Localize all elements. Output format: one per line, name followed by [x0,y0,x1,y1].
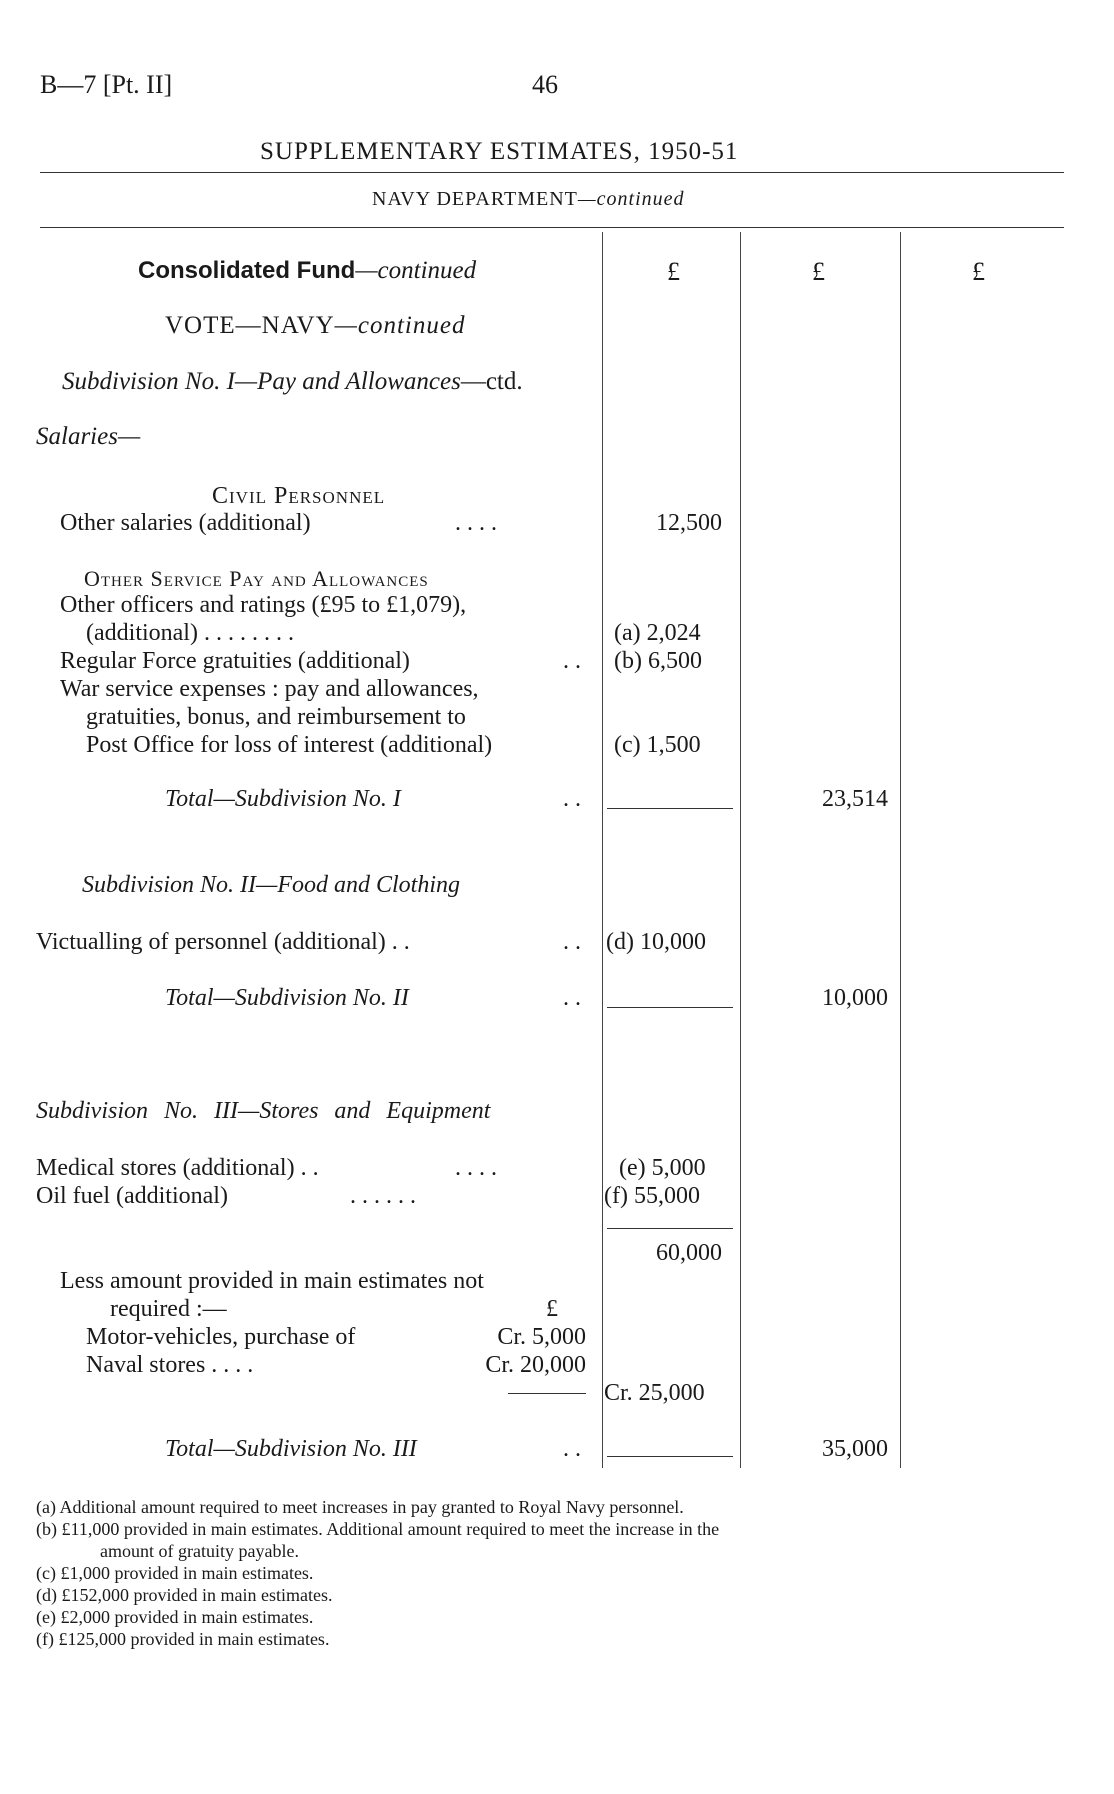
victualling-amount: (d) 10,000 [606,929,706,955]
fund-heading: Consolidated Fund—continued [138,257,477,284]
total-subdivision-2-label: Total—Subdivision No. II [165,985,409,1011]
subdivision-2-heading: Subdivision No. II—Food and Clothing [82,872,460,898]
medical-stores-amount: (e) 5,000 [619,1155,706,1181]
gratuities-dots: . . [563,648,581,674]
less-total-amount: Cr. 25,000 [604,1380,705,1406]
other-service-heading: Other Service Pay and Allowances [84,566,429,591]
other-salaries-dots: . . . . [455,510,497,536]
oil-fuel-dots: . . . . . . [350,1183,416,1209]
total-subdivision-3-label: Total—Subdivision No. III [165,1436,417,1462]
victualling-dots: . . [563,929,581,955]
motor-vehicles-label: Motor-vehicles, purchase of [86,1324,356,1350]
gratuities-label: Regular Force gratuities (additional) [60,648,410,674]
department-rule [40,227,1064,228]
footnote-e: (e) £2,000 provided in main estimates. [36,1607,314,1627]
total-subdivision-1-amount: 23,514 [822,786,888,812]
medical-stores-label: Medical stores (additional) . . [36,1155,319,1181]
victualling-label: Victualling of personnel (additional) . . [36,929,410,955]
total-subdivision-2-dots: . . [563,985,581,1011]
medical-stores-dots: . . . . [455,1155,497,1181]
subtotal-rule-1 [607,808,733,809]
footnote-b-continued: amount of gratuity payable. [100,1541,299,1561]
less-line-1: Less amount provided in main estimates not [60,1268,484,1294]
subdivision-3-heading: Subdivision No. III—Stores and Equipment [36,1098,491,1124]
department-heading: NAVY DEPARTMENT—continued [372,188,685,210]
officers-line-1: Other officers and ratings (£95 to £1,079), [60,592,467,618]
footnote-c: (c) £1,000 provided in main estimates. [36,1563,314,1583]
subtotal-rule-2 [607,1007,733,1008]
naval-stores-amount: Cr. 20,000 [485,1352,586,1378]
vote-heading: VOTE—NAVY—continued [165,312,466,339]
salaries-heading: Salaries— [36,423,141,450]
total-subdivision-1-dots: . . [563,786,581,812]
civil-personnel-heading: Civil Personnel [212,483,386,509]
total-subdivision-1-label: Total—Subdivision No. I [165,786,401,812]
subtotal-rule-3 [607,1228,733,1229]
less-rule [508,1393,586,1394]
war-amount: (c) 1,500 [614,732,701,758]
less-currency: £ [546,1296,558,1322]
column-currency-3: £ [972,257,985,286]
total-subdivision-3-amount: 35,000 [822,1436,888,1462]
footnote-b: (b) £11,000 provided in main estimates. Additional amount required to meet the increase in the [36,1519,720,1539]
total-subdivision-2-amount: 10,000 [822,985,888,1011]
total-subdivision-3-dots: . . [563,1436,581,1462]
officers-amount: (a) 2,024 [614,620,701,646]
column-currency-2: £ [812,257,825,286]
war-line-3: Post Office for loss of interest (additional) [86,732,493,758]
page-number: 46 [532,70,558,99]
column-divider-1 [602,232,603,1468]
subtotal-rule-4 [607,1456,733,1457]
other-salaries-label: Other salaries (additional) [60,510,311,536]
stores-subtotal-amount: 60,000 [656,1240,722,1266]
war-line-2: gratuities, bonus, and reimbursement to [86,704,466,730]
motor-vehicles-amount: Cr. 5,000 [497,1324,586,1350]
page-title: SUPPLEMENTARY ESTIMATES, 1950-51 [260,138,739,165]
gratuities-amount: (b) 6,500 [614,648,702,674]
column-divider-2 [740,232,741,1468]
war-line-1: War service expenses : pay and allowances, [60,676,479,702]
footnote-a: (a) Additional amount required to meet increases in pay granted to Royal Navy personnel. [36,1497,684,1517]
subdivision-1-heading: Subdivision No. I—Pay and Allowances—ctd. [62,368,523,395]
officers-line-2: (additional) . . . . . . . . [86,620,294,646]
other-salaries-amount: 12,500 [656,510,722,536]
less-line-2: required :— [110,1296,227,1322]
column-currency-1: £ [667,257,680,286]
column-divider-3 [900,232,901,1468]
footnote-f: (f) £125,000 provided in main estimates. [36,1629,330,1649]
oil-fuel-label: Oil fuel (additional) [36,1183,228,1209]
oil-fuel-amount: (f) 55,000 [604,1183,700,1209]
title-rule [40,172,1064,173]
document-reference: B—7 [Pt. II] [40,70,173,99]
footnote-d: (d) £152,000 provided in main estimates. [36,1585,333,1605]
naval-stores-label: Naval stores . . . . [86,1352,254,1378]
